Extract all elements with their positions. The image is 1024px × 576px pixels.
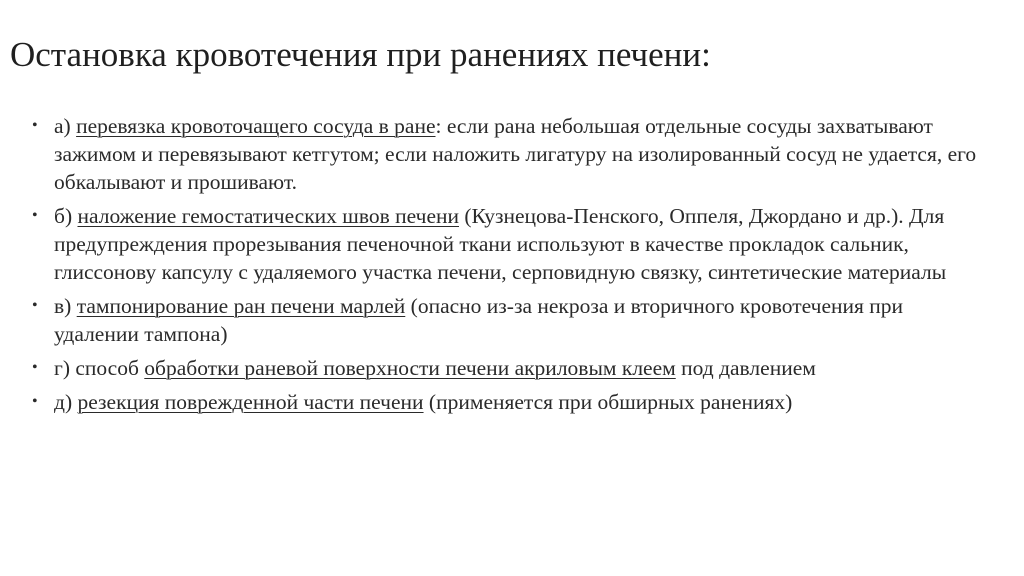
bullet-icon: • — [32, 207, 38, 224]
item-prefix: г) способ — [54, 356, 145, 380]
item-description: (Кузнецова-Пенского, Оппеля, Джордано и др.). Для предупреждения прорезывания печеночной ткани используют в качестве прокладок сальник, глиссонову капсулу с удаляемого участка печени, серповидную связку, синтетические материалы — [54, 204, 947, 284]
item-underlined-term: перевязка кровоточащего сосуда в ране — [76, 114, 436, 138]
list-item — [30, 112, 990, 196]
bullet-icon: • — [32, 393, 38, 410]
item-description: под давлением — [675, 356, 816, 380]
item-underlined-term: тампонирование ран печени марлей — [76, 294, 406, 318]
bullet-icon: • — [32, 359, 38, 376]
item-underlined-term: обработки раневой поверхности печени акриловым клеем — [144, 356, 676, 380]
item-description: (опасно из-за некроза и вторичного кровотечения при удалении тампона) — [54, 294, 904, 346]
list-item — [30, 202, 990, 286]
item-description: (применяется при обширных ранениях) — [423, 390, 793, 414]
bullet-icon: • — [32, 117, 38, 134]
slide-title: Остановка кровотечения при ранениях печени: — [10, 35, 711, 74]
item-description: : если рана небольшая отдельные сосуды захватывают зажимом и перевязывают кетгутом; если наложить лигатуру на изолированный сосуд не удается, его обкалывают и прошивают. — [54, 114, 977, 194]
item-prefix: д) — [54, 390, 78, 414]
bullet-icon: • — [32, 297, 38, 314]
item-underlined-term: резекция поврежденной части печени — [77, 390, 424, 414]
list-item — [30, 292, 990, 348]
item-prefix: а) — [54, 114, 77, 138]
item-prefix: в) — [54, 294, 77, 318]
list-item — [30, 388, 990, 416]
bullet-list — [30, 112, 990, 422]
item-prefix: б) — [54, 204, 78, 228]
item-underlined-term: наложение гемостатических швов печени — [77, 204, 459, 228]
list-item — [30, 354, 990, 382]
